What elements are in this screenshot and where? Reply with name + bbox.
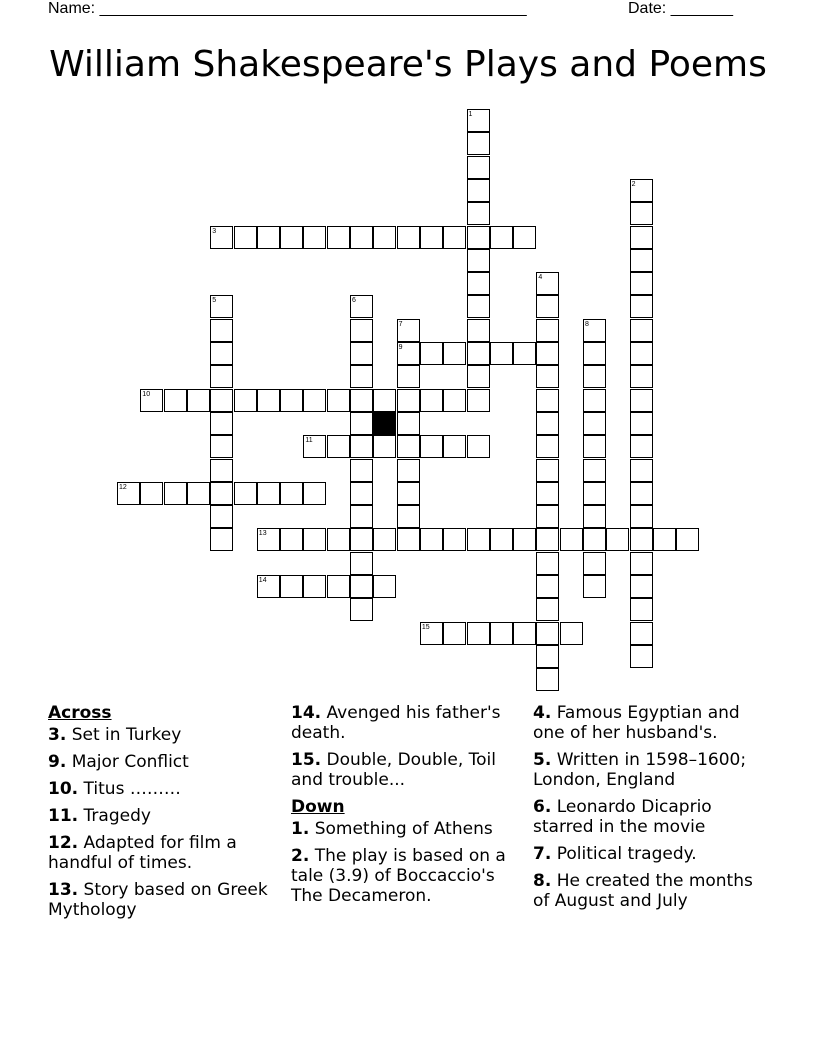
grid-cell[interactable] bbox=[536, 319, 559, 342]
grid-cell[interactable] bbox=[630, 202, 653, 225]
grid-cell[interactable] bbox=[303, 528, 326, 551]
clue-number-12: 12 bbox=[119, 483, 127, 491]
name-field-label: Name: ________________________________________________ bbox=[48, 0, 527, 17]
grid-cell[interactable] bbox=[164, 389, 187, 412]
grid-cell[interactable] bbox=[327, 226, 350, 249]
grid-cell[interactable] bbox=[303, 226, 326, 249]
grid-cell[interactable] bbox=[210, 505, 233, 528]
grid-cell[interactable] bbox=[630, 598, 653, 621]
grid-cell[interactable] bbox=[257, 226, 280, 249]
grid-cell[interactable] bbox=[327, 389, 350, 412]
grid-cell[interactable] bbox=[536, 482, 559, 505]
grid-cell[interactable] bbox=[490, 342, 513, 365]
page-title: William Shakespeare's Plays and Poems bbox=[49, 44, 767, 85]
grid-cell[interactable] bbox=[490, 622, 513, 645]
grid-cell[interactable] bbox=[420, 389, 443, 412]
clue-number-1: 1 bbox=[468, 111, 473, 118]
grid-cell[interactable] bbox=[467, 319, 490, 342]
across-heading: Across bbox=[48, 703, 112, 723]
grid-cell[interactable] bbox=[513, 622, 536, 645]
grid-cell[interactable] bbox=[210, 459, 233, 482]
grid-cell[interactable] bbox=[583, 482, 606, 505]
grid-cell[interactable] bbox=[536, 435, 559, 458]
grid-cell[interactable] bbox=[490, 226, 513, 249]
grid-cell[interactable] bbox=[536, 645, 559, 668]
grid-cell[interactable] bbox=[630, 645, 653, 668]
grid-cell[interactable] bbox=[630, 342, 653, 365]
grid-cell[interactable] bbox=[443, 528, 466, 551]
grid-cell[interactable] bbox=[257, 389, 280, 412]
grid-cell[interactable] bbox=[397, 389, 420, 412]
grid-cell[interactable] bbox=[630, 552, 653, 575]
grid-cell[interactable] bbox=[397, 528, 420, 551]
grid-cell[interactable] bbox=[583, 389, 606, 412]
grid-cell[interactable] bbox=[536, 552, 559, 575]
grid-cell[interactable] bbox=[467, 295, 490, 318]
grid-cell[interactable] bbox=[234, 389, 257, 412]
clue-column-3 bbox=[533, 703, 763, 918]
grid-cell[interactable] bbox=[536, 622, 559, 645]
clue-column-1 bbox=[48, 703, 278, 927]
grid-cell[interactable] bbox=[630, 295, 653, 318]
grid-cell[interactable] bbox=[443, 342, 466, 365]
grid-cell[interactable] bbox=[373, 435, 396, 458]
date-field-label: Date: _______ bbox=[628, 0, 733, 17]
grid-cell[interactable] bbox=[467, 156, 490, 179]
grid-cell[interactable] bbox=[350, 528, 373, 551]
clue-across-12: 12. Adapted for film a handful of times. bbox=[48, 833, 237, 873]
grid-cell[interactable] bbox=[210, 528, 233, 551]
grid-cell[interactable] bbox=[327, 528, 350, 551]
grid-cell[interactable] bbox=[210, 319, 233, 342]
grid-cell[interactable] bbox=[397, 505, 420, 528]
grid-cell[interactable] bbox=[234, 226, 257, 249]
clue-down-8: 8. He created the months of August and July bbox=[533, 871, 753, 911]
grid-cell[interactable] bbox=[350, 365, 373, 388]
grid-cell[interactable] bbox=[467, 622, 490, 645]
grid-cell[interactable] bbox=[443, 389, 466, 412]
grid-cell[interactable] bbox=[443, 435, 466, 458]
grid-cell[interactable] bbox=[280, 389, 303, 412]
grid-cell[interactable] bbox=[350, 552, 373, 575]
grid-cell[interactable] bbox=[373, 575, 396, 598]
grid-cell[interactable] bbox=[303, 482, 326, 505]
grid-cell[interactable] bbox=[350, 482, 373, 505]
grid-cell[interactable] bbox=[280, 482, 303, 505]
grid-cell[interactable] bbox=[350, 342, 373, 365]
clue-number-10: 10 bbox=[142, 390, 151, 398]
grid-cell[interactable] bbox=[303, 389, 326, 412]
grid-cell[interactable] bbox=[630, 435, 653, 458]
clue-number-5: 5 bbox=[212, 297, 217, 305]
down-heading: Down bbox=[291, 797, 345, 817]
grid-cell[interactable] bbox=[467, 528, 490, 551]
grid-cell[interactable] bbox=[373, 389, 396, 412]
grid-cell[interactable] bbox=[350, 319, 373, 342]
grid-cell[interactable] bbox=[630, 365, 653, 388]
clue-across-14: 14. Avenged his father's death. bbox=[291, 703, 501, 743]
clue-number-2: 2 bbox=[631, 180, 636, 188]
grid-cell[interactable] bbox=[630, 528, 653, 551]
grid-cell[interactable] bbox=[630, 389, 653, 412]
grid-cell[interactable] bbox=[676, 528, 699, 551]
black-cell bbox=[373, 412, 396, 435]
clue-down-7: 7. Political tragedy. bbox=[533, 844, 697, 864]
grid-cell[interactable] bbox=[350, 598, 373, 621]
grid-cell[interactable] bbox=[583, 528, 606, 551]
grid-cell[interactable] bbox=[630, 505, 653, 528]
clue-number-13: 13 bbox=[258, 530, 267, 538]
clue-number-4: 4 bbox=[538, 274, 543, 282]
grid-cell[interactable] bbox=[350, 575, 373, 598]
clue-down-6: 6. Leonardo Dicaprio starred in the movie bbox=[533, 797, 712, 837]
grid-cell[interactable] bbox=[583, 575, 606, 598]
clue-across-11: 11. Tragedy bbox=[48, 806, 151, 826]
grid-cell[interactable] bbox=[467, 132, 490, 155]
grid-cell[interactable] bbox=[560, 528, 583, 551]
grid-cell[interactable] bbox=[467, 365, 490, 388]
grid-cell[interactable] bbox=[536, 412, 559, 435]
grid-cell[interactable] bbox=[536, 365, 559, 388]
grid-cell[interactable] bbox=[350, 389, 373, 412]
grid-cell[interactable] bbox=[467, 249, 490, 272]
grid-cell[interactable] bbox=[443, 226, 466, 249]
clue-across-10: 10. Titus ……… bbox=[48, 779, 181, 799]
grid-cell[interactable] bbox=[467, 435, 490, 458]
grid-cell[interactable] bbox=[630, 412, 653, 435]
grid-cell[interactable] bbox=[536, 575, 559, 598]
grid-cell[interactable] bbox=[350, 226, 373, 249]
grid-cell[interactable] bbox=[606, 528, 629, 551]
grid-cell[interactable] bbox=[583, 412, 606, 435]
grid-cell[interactable] bbox=[467, 389, 490, 412]
grid-cell[interactable] bbox=[536, 295, 559, 318]
clue-down-1: 1. Something of Athens bbox=[291, 819, 493, 839]
grid-cell[interactable] bbox=[513, 528, 536, 551]
clue-number-8: 8 bbox=[585, 320, 589, 328]
grid-cell[interactable] bbox=[210, 389, 233, 412]
clue-down-4: 4. Famous Egyptian and one of her husband's. bbox=[533, 703, 740, 743]
grid-cell[interactable] bbox=[210, 412, 233, 435]
grid-cell[interactable] bbox=[467, 202, 490, 225]
grid-cell[interactable] bbox=[327, 575, 350, 598]
grid-cell[interactable] bbox=[397, 459, 420, 482]
clue-number-15: 15 bbox=[421, 623, 430, 631]
grid-cell[interactable] bbox=[630, 459, 653, 482]
clue-across-9: 9. Major Conflict bbox=[48, 752, 189, 772]
grid-cell[interactable] bbox=[653, 528, 676, 551]
grid-cell[interactable] bbox=[420, 342, 443, 365]
clue-across-15: 15. Double, Double, Toil and trouble... bbox=[291, 750, 496, 790]
grid-cell[interactable] bbox=[210, 365, 233, 388]
grid-cell[interactable] bbox=[280, 528, 303, 551]
grid-cell[interactable] bbox=[373, 226, 396, 249]
grid-cell[interactable] bbox=[536, 668, 559, 691]
grid-cell[interactable] bbox=[187, 482, 210, 505]
grid-cell[interactable] bbox=[164, 482, 187, 505]
grid-cell[interactable] bbox=[467, 179, 490, 202]
clue-down-2: 2. The play is based on a tale (3.9) of Boccaccio's The Decameron. bbox=[291, 846, 506, 906]
grid-cell[interactable] bbox=[234, 482, 257, 505]
clue-across-3: 3. Set in Turkey bbox=[48, 725, 182, 745]
grid-cell[interactable] bbox=[536, 528, 559, 551]
grid-cell[interactable] bbox=[583, 365, 606, 388]
grid-cell[interactable] bbox=[420, 528, 443, 551]
grid-cell[interactable] bbox=[397, 365, 420, 388]
grid-cell[interactable] bbox=[467, 226, 490, 249]
grid-cell[interactable] bbox=[210, 482, 233, 505]
grid-cell[interactable] bbox=[630, 482, 653, 505]
grid-cell[interactable] bbox=[583, 459, 606, 482]
grid-cell[interactable] bbox=[467, 342, 490, 365]
grid-cell[interactable] bbox=[583, 552, 606, 575]
clue-number-7: 7 bbox=[398, 320, 403, 328]
grid-cell[interactable] bbox=[536, 505, 559, 528]
grid-cell[interactable] bbox=[630, 575, 653, 598]
grid-cell[interactable] bbox=[630, 319, 653, 342]
grid-cell[interactable] bbox=[397, 412, 420, 435]
grid-cell[interactable] bbox=[490, 528, 513, 551]
grid-cell[interactable] bbox=[443, 622, 466, 645]
grid-cell[interactable] bbox=[327, 435, 350, 458]
clue-number-14: 14 bbox=[258, 577, 267, 584]
grid-cell[interactable] bbox=[583, 505, 606, 528]
grid-cell[interactable] bbox=[140, 482, 163, 505]
clue-across-13: 13. Story based on Greek Mythology bbox=[48, 880, 268, 920]
grid-cell[interactable] bbox=[536, 459, 559, 482]
grid-cell[interactable] bbox=[583, 342, 606, 365]
grid-cell[interactable] bbox=[397, 435, 420, 458]
grid-cell[interactable] bbox=[420, 435, 443, 458]
clue-number-3: 3 bbox=[212, 227, 217, 235]
grid-cell[interactable] bbox=[280, 575, 303, 598]
grid-cell[interactable] bbox=[373, 528, 396, 551]
grid-cell[interactable] bbox=[350, 435, 373, 458]
grid-cell[interactable] bbox=[630, 622, 653, 645]
clue-number-9: 9 bbox=[398, 344, 403, 351]
grid-cell[interactable] bbox=[630, 272, 653, 295]
grid-cell[interactable] bbox=[513, 226, 536, 249]
grid-cell[interactable] bbox=[397, 226, 420, 249]
clue-number-11: 11 bbox=[305, 437, 313, 445]
grid-cell[interactable] bbox=[187, 389, 210, 412]
clue-down-5: 5. Written in 1598–1600; London, England bbox=[533, 750, 747, 790]
grid-cell[interactable] bbox=[397, 482, 420, 505]
grid-cell[interactable] bbox=[420, 226, 443, 249]
grid-cell[interactable] bbox=[583, 435, 606, 458]
clue-number-6: 6 bbox=[352, 297, 356, 305]
grid-cell[interactable] bbox=[630, 249, 653, 272]
grid-cell[interactable] bbox=[280, 226, 303, 249]
grid-cell[interactable] bbox=[536, 389, 559, 412]
grid-cell[interactable] bbox=[350, 412, 373, 435]
grid-cell[interactable] bbox=[303, 575, 326, 598]
grid-cell[interactable] bbox=[350, 459, 373, 482]
clue-column-2 bbox=[291, 703, 521, 913]
grid-cell[interactable] bbox=[536, 598, 559, 621]
grid-cell[interactable] bbox=[467, 272, 490, 295]
grid-cell[interactable] bbox=[257, 482, 280, 505]
grid-cell[interactable] bbox=[210, 435, 233, 458]
grid-cell[interactable] bbox=[630, 226, 653, 249]
grid-cell[interactable] bbox=[513, 342, 536, 365]
grid-cell[interactable] bbox=[560, 622, 583, 645]
grid-cell[interactable] bbox=[350, 505, 373, 528]
grid-cell[interactable] bbox=[536, 342, 559, 365]
grid-cell[interactable] bbox=[210, 342, 233, 365]
